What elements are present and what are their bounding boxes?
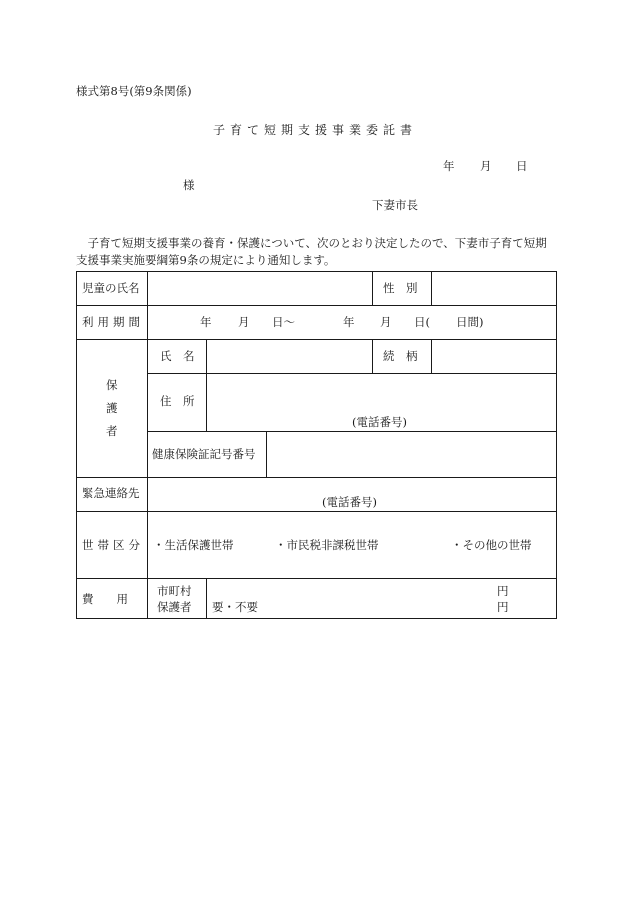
child-name-label: 児童の氏名 (82, 281, 140, 295)
issuer-name: 下妻市長 (372, 198, 418, 212)
period-to-day-label: 日( (414, 315, 430, 329)
emergency-label: 緊急連絡先 (82, 486, 140, 500)
column-divider (206, 578, 207, 619)
column-divider (431, 271, 432, 306)
cost-required-option[interactable]: 要・不要 (212, 600, 258, 614)
row-divider (76, 578, 557, 579)
row-divider (76, 305, 557, 306)
insurance-label: 健康保険証記号番号 (152, 447, 256, 461)
gender-field[interactable] (434, 274, 554, 303)
row-divider (147, 373, 557, 374)
column-divider (372, 271, 373, 306)
column-divider (431, 339, 432, 374)
cost-payer-city: 市町村 (157, 584, 192, 598)
row-divider (76, 477, 557, 478)
date-year-label: 年 (443, 159, 455, 173)
yen-label-city: 円 (497, 584, 509, 598)
form-number: 様式第8号(第9条関係) (76, 84, 192, 98)
period-from-day-label: 日～ (272, 315, 295, 329)
period-to-month-label: 月 (380, 315, 392, 329)
period-days-label: 日間) (456, 315, 484, 329)
household-option-tax-exempt[interactable]: ・市民税非課税世帯 (275, 538, 379, 552)
table-border (76, 618, 557, 619)
insurance-field[interactable] (269, 434, 554, 475)
guardian-label-char: 者 (106, 424, 118, 438)
gender-label: 性 別 (383, 281, 418, 295)
column-divider (372, 339, 373, 374)
notice-body: 子育て短期支援事業の養育・保護について、次のとおり決定したので、下妻市子育て短期支援事業実施要綱第9条の規定により通知します。 (76, 236, 547, 267)
child-name-field[interactable] (150, 274, 370, 303)
address-label: 住 所 (160, 394, 195, 408)
table-border (76, 271, 557, 272)
period-from-year-label: 年 (200, 315, 212, 329)
date-day-label: 日 (516, 159, 528, 173)
row-divider (76, 339, 557, 340)
period-to-year-label: 年 (343, 315, 355, 329)
guardian-label-char: 護 (106, 401, 118, 415)
emergency-phone-label: (電話番号) (322, 495, 377, 509)
row-divider (76, 511, 557, 512)
recipient-suffix: 様 (183, 178, 195, 192)
cost-label: 費 用 (82, 592, 128, 606)
guardian-label-char: 保 (106, 378, 118, 392)
column-divider (206, 339, 207, 431)
relationship-field[interactable] (434, 342, 554, 371)
row-divider (147, 431, 557, 432)
yen-label-guardian: 円 (497, 600, 509, 614)
address-phone-label: (電話番号) (352, 415, 407, 429)
document-title: 子育て短期支援事業委託書 (212, 123, 417, 137)
table-border (556, 271, 557, 619)
household-label: 世帯区分 (82, 538, 144, 552)
address-field[interactable] (209, 376, 554, 416)
household-option-other[interactable]: ・その他の世帯 (451, 538, 532, 552)
relationship-label: 続 柄 (383, 349, 418, 363)
period-from-month-label: 月 (238, 315, 250, 329)
period-label: 利用期間 (82, 315, 144, 329)
guardian-name-label: 氏 名 (160, 349, 195, 363)
table-border (76, 271, 77, 619)
date-month-label: 月 (480, 159, 492, 173)
column-divider (147, 271, 148, 619)
cost-payer-guardian: 保護者 (157, 600, 192, 614)
column-divider (266, 431, 267, 478)
guardian-name-field[interactable] (209, 342, 369, 371)
household-option-welfare[interactable]: ・生活保護世帯 (153, 538, 234, 552)
